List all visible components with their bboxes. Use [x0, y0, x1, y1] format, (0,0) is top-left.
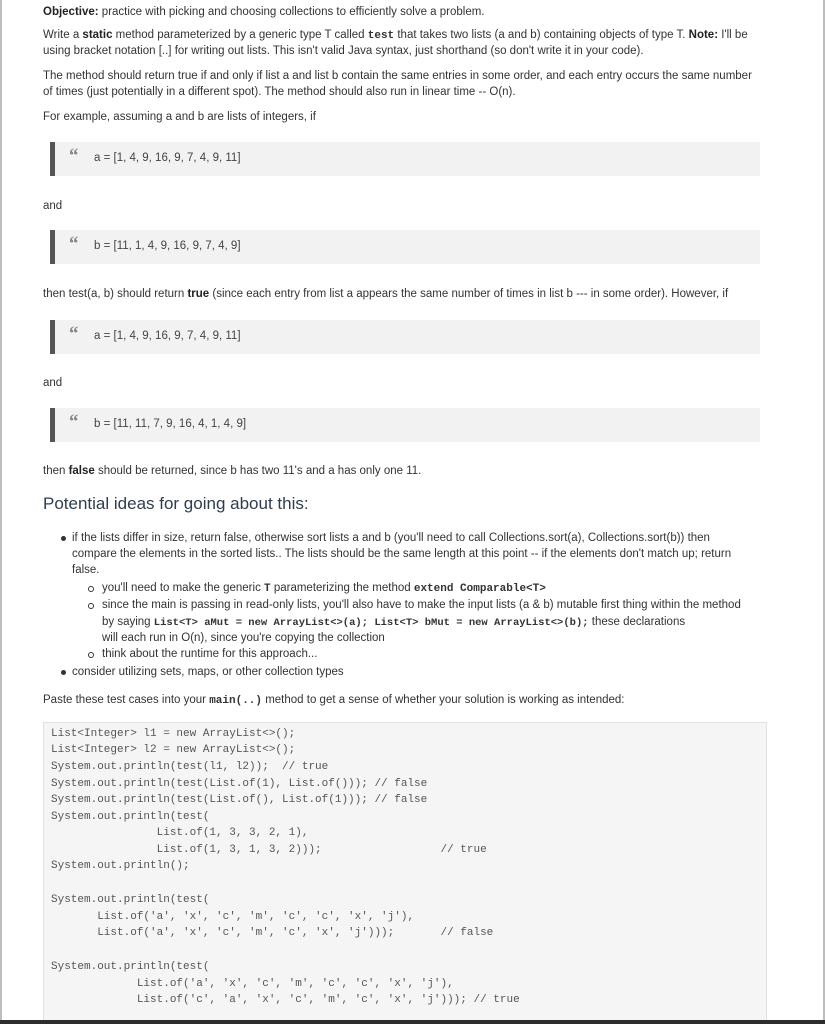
sub-bullet-circle-icon: [88, 603, 94, 609]
quote-icon: “: [68, 233, 78, 255]
code-line: System.out.println();: [51, 860, 190, 872]
blockquote-2: [50, 230, 760, 264]
code-line: System.out.println(test(: [51, 961, 210, 973]
bullet-1-line-1: if the lists differ in size, return false, otherwise sort lists a and b (you'll need to call Collections.sort(a), Collections.sort(b)) then: [72, 532, 710, 544]
quote-icon: “: [68, 145, 78, 167]
then-true-line: then test(a, b) should return true (since each entry from list a appears the same number of times in list b --- in some order). However, if: [43, 288, 729, 300]
bullet-dot-icon: [61, 536, 66, 541]
code-line: System.out.println(test(: [51, 811, 210, 823]
sub-bullet-2-line-2: by saying List<T> aMut = new ArrayList<>(a); List<T> bMut = new ArrayList<>(b); these declarations: [102, 616, 686, 629]
bullet-1-line-3: false.: [72, 564, 100, 576]
static-keyword: static: [82, 29, 113, 41]
left-border: [0, 0, 2, 1024]
quote-bar: [50, 142, 55, 176]
requirement-line-1: The method should return true if and only if list a and list b contain the same entries in some order, and each entry occurs the same number: [43, 70, 752, 82]
sub-bullet-2-line-1: since the main is passing in read-only lists, you'll also have to make the input lists (a & b) mutable first thing within the method: [102, 599, 741, 611]
blockquote-3: [50, 320, 760, 354]
sub-bullet-circle-icon: [88, 586, 94, 592]
then-false-line: then false should be returned, since b has two 11's and a has only one 11.: [43, 465, 422, 477]
sub-bullet-2-line-3: will each run in O(n), since you're copying the collection: [102, 632, 385, 644]
code-line: System.out.println(test(: [51, 894, 210, 906]
sub-bullet-circle-icon: [88, 652, 94, 658]
bullet-dot-icon: [61, 670, 66, 675]
code-line: System.out.println(test(l1, l2)); // true: [51, 761, 329, 773]
extend-comparable-code: extend Comparable<T>: [413, 583, 546, 595]
bottom-scrollbar[interactable]: [0, 1020, 825, 1024]
and-text-1: and: [43, 200, 63, 212]
paste-instruction: Paste these test cases into your main(..) method to get a sense of whether your solution is working as intended:: [43, 694, 625, 707]
example-intro: For example, assuming a and b are lists of integers, if: [43, 111, 316, 123]
main-method-code: main(..): [209, 695, 263, 707]
section-heading: Potential ideas for going about this:: [43, 494, 309, 513]
sub-bullet-3: think about the runtime for this approach...: [102, 648, 318, 660]
blockquote-4: [50, 408, 760, 442]
instruction-line-1: Write a static method parameterized by a generic type T called test that takes two lists (a and b) containing objects of type T. Note: I'll be: [43, 29, 748, 42]
code-line: List.of('a', 'x', 'c', 'm', 'c', 'x', 'j'))); // false: [51, 927, 494, 939]
code-line: System.out.println(test(List.of(), List.of(1))); // false: [51, 794, 428, 806]
instruction-line-2: using bracket notation [..] for writing out lists. This isn't valid Java syntax, just shorthand (so don't write it in your code).: [43, 45, 644, 57]
note-label: Note:: [688, 29, 719, 41]
mutable-copy-code: List<T> aMut = new ArrayList<>(a); List<T> bMut = new ArrayList<>(b);: [153, 617, 589, 629]
code-line: List<Integer> l1 = new ArrayList<>();: [51, 728, 296, 740]
bullet-2: consider utilizing sets, maps, or other collection types: [72, 666, 344, 678]
sub-bullet-1: you'll need to make the generic T parameterizing the method extend Comparable<T>: [102, 582, 546, 595]
test-method-name: test: [367, 30, 395, 42]
code-block[interactable]: [43, 722, 767, 1024]
code-line: System.out.println(test(List.of(1), List.of())); // false: [51, 778, 428, 790]
quote-text: b = [11, 1, 4, 9, 16, 9, 7, 4, 9]: [94, 240, 241, 252]
code-line: List<Integer> l2 = new ArrayList<>();: [51, 744, 296, 756]
bullet-1-line-2: compare the elements in the sorted lists.. The lists should be the same length at this point -- if the elements don't match up; return: [72, 548, 732, 560]
quote-icon: “: [68, 323, 78, 345]
objective-text: practice with picking and choosing collections to efficiently solve a problem.: [98, 6, 485, 18]
quote-icon: “: [68, 411, 78, 433]
quote-bar: [50, 230, 55, 264]
objective-label: Objective:: [43, 6, 99, 18]
false-keyword: false: [68, 465, 95, 477]
code-line: List.of(1, 3, 1, 3, 2))); // true: [51, 844, 487, 856]
quote-bar: [50, 408, 55, 442]
quote-text: a = [1, 4, 9, 16, 9, 7, 4, 9, 11]: [94, 330, 241, 342]
code-line: List.of('a', 'x', 'c', 'm', 'c', 'c', 'x', 'j'),: [51, 978, 454, 990]
code-line: List.of('a', 'x', 'c', 'm', 'c', 'c', 'x', 'j'),: [51, 911, 415, 923]
code-line: List.of('c', 'a', 'x', 'c', 'm', 'c', 'x', 'j'))); // true: [51, 994, 520, 1006]
quote-bar: [50, 320, 55, 354]
blockquote-1: [50, 142, 760, 176]
true-keyword: true: [187, 288, 210, 300]
quote-text: a = [1, 4, 9, 16, 9, 7, 4, 9, 11]: [94, 152, 241, 164]
requirement-line-2: of times (just potentially in a different spot). The method should also run in linear time -- O(n).: [43, 86, 516, 98]
and-text-2: and: [43, 377, 63, 389]
objective-line: [43, 4, 485, 20]
quote-text: b = [11, 11, 7, 9, 16, 4, 1, 4, 9]: [94, 418, 247, 430]
code-line: List.of(1, 3, 3, 2, 1),: [51, 827, 309, 839]
